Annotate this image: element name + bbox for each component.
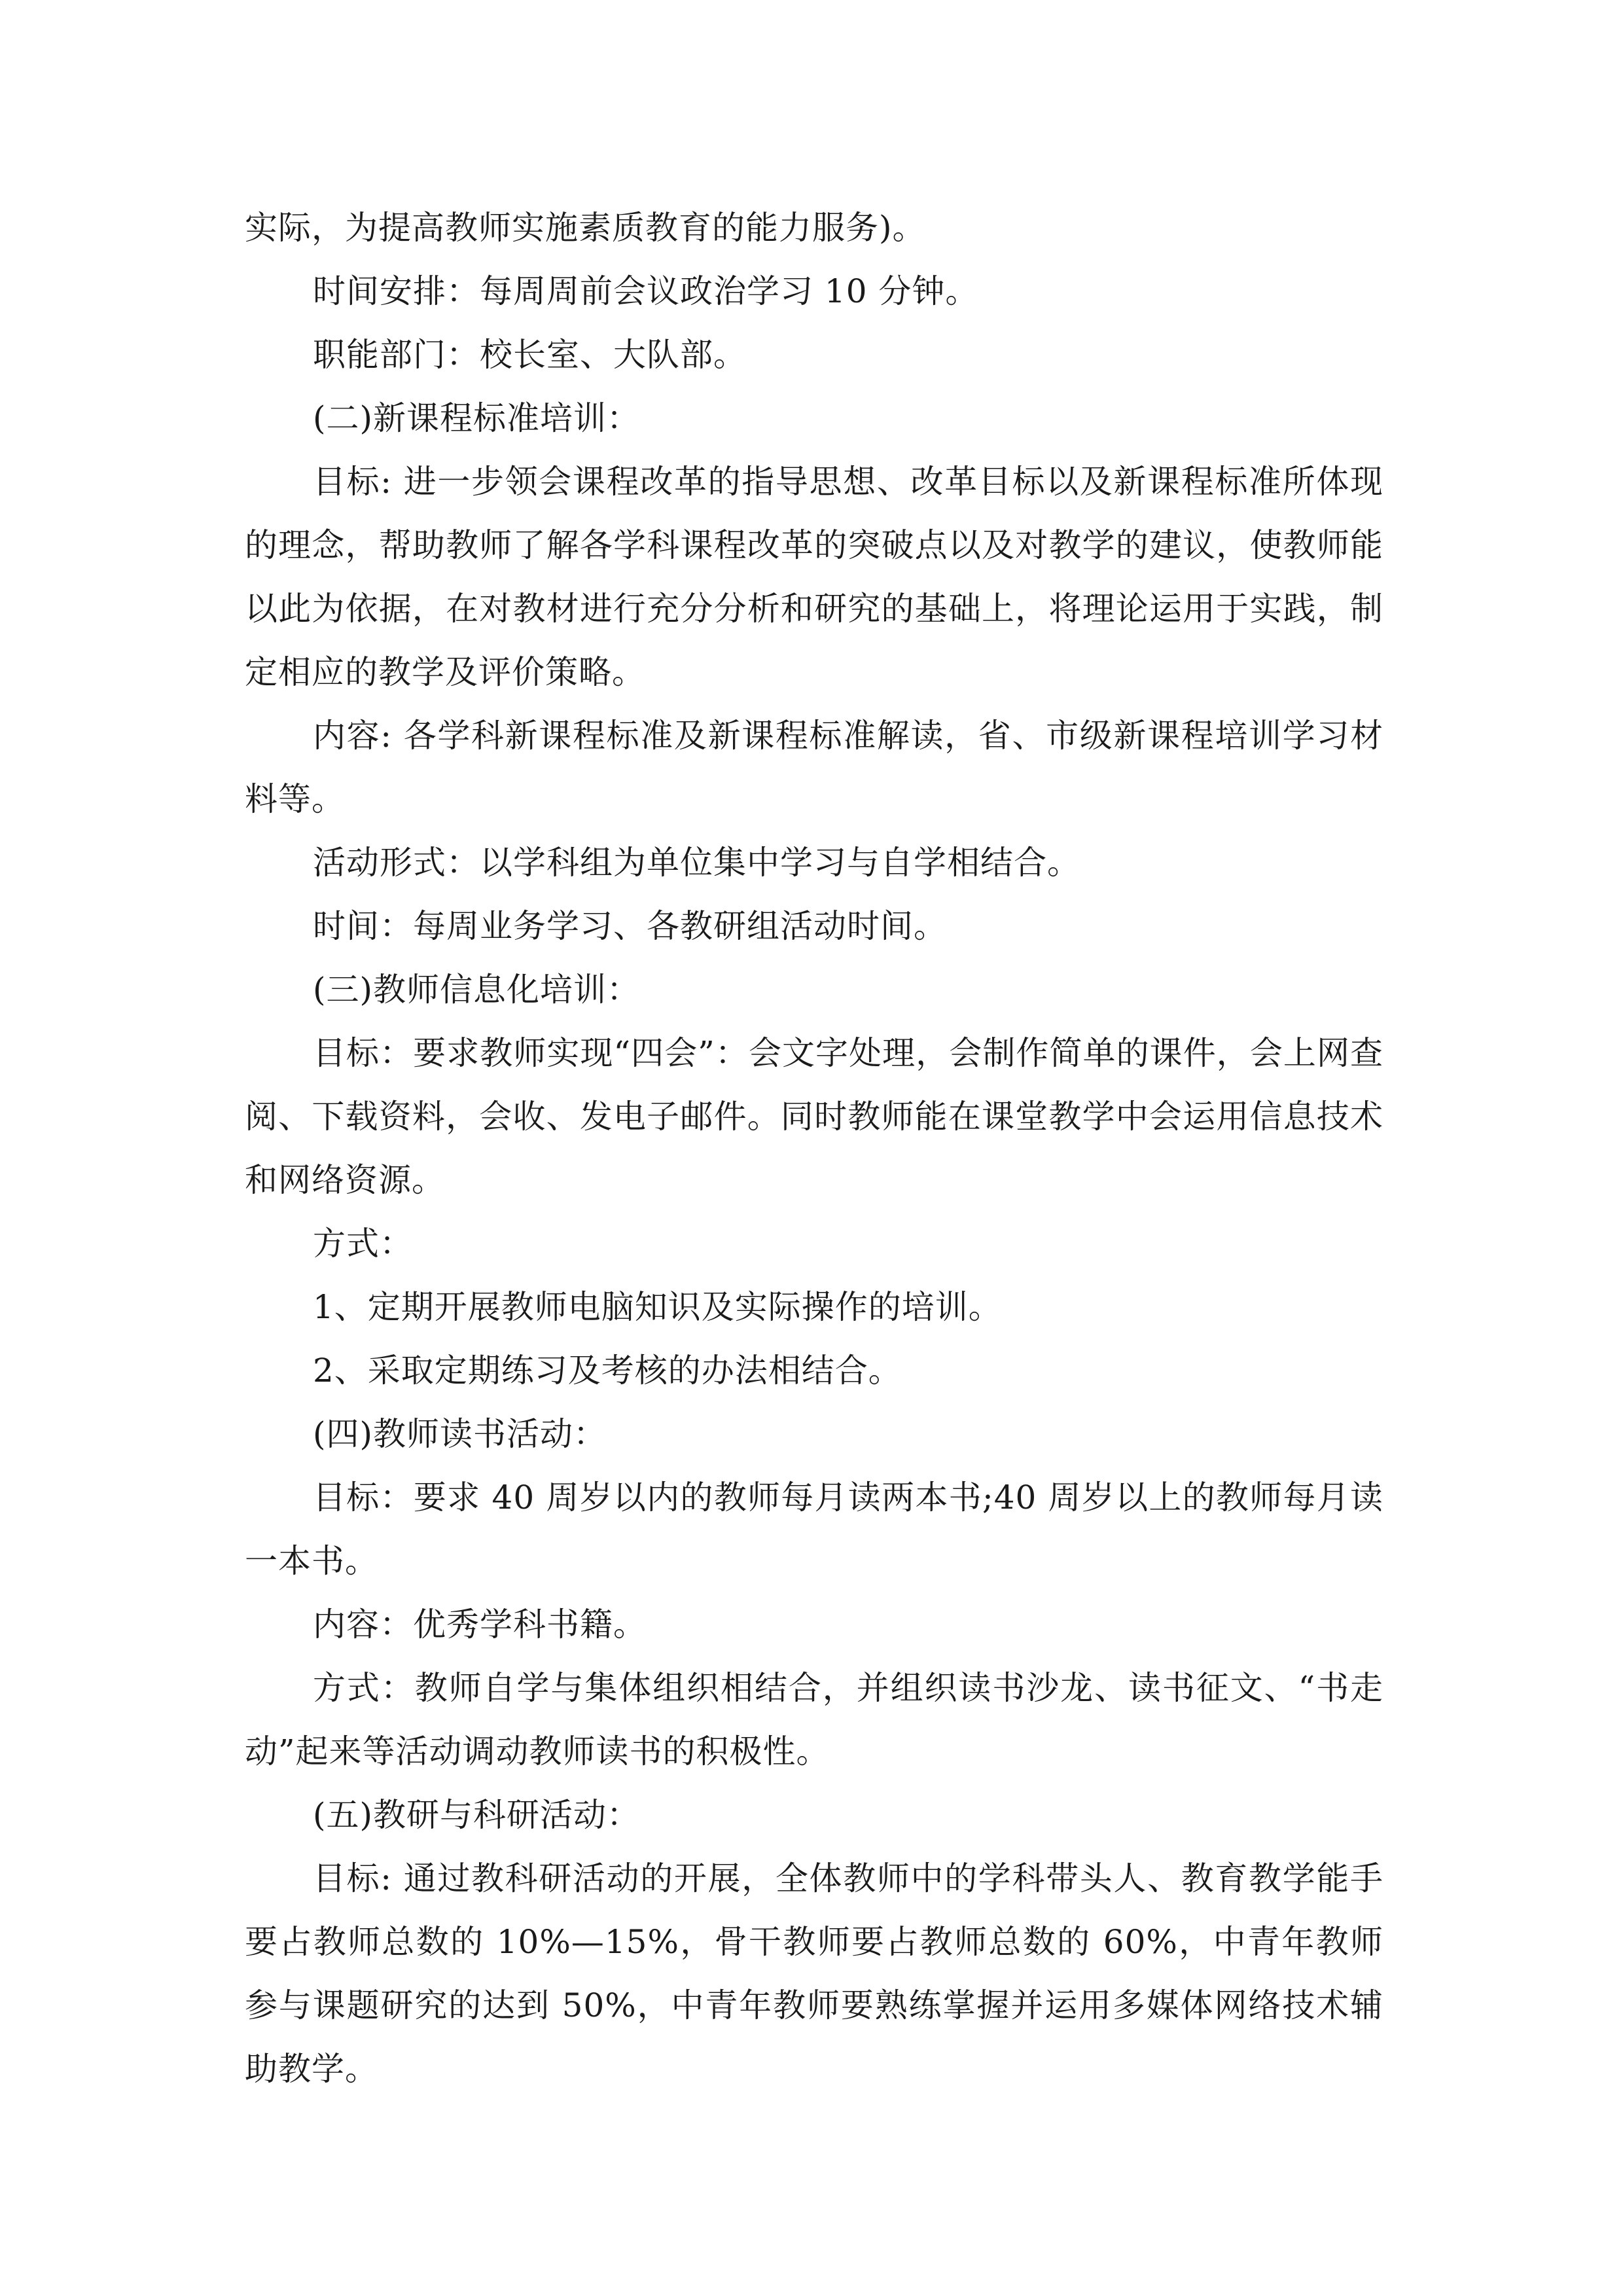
section-heading-5: (五)教研与科研活动： (313, 1796, 641, 1834)
section-heading-3: (三)教师信息化培训： (313, 971, 641, 1009)
paragraph-method-3: 方式： (313, 1225, 413, 1263)
paragraph-goal-2: 目标: 进一步领会课程改革的指导思想、改革目标以及新课程标准所体现的理念，帮助教师了解各学科课程改革的突破点以及对教学的建议，使教师能以此为依据，在对教材进行充分分析和研究的基础上，将理论运用于实践，制定相应的教学及评价策略。 (245, 463, 1383, 691)
list-item-1: 1、定期开展教师电脑知识及实际操作的培训。 (313, 1288, 1002, 1326)
paragraph-time-arrangement: 时间安排：每周周前会议政治学习 10 分钟。 (313, 272, 979, 310)
paragraph-content-2: 内容: 各学科新课程标准及新课程标准解读，省、市级新课程培训学习材料等。 (245, 717, 1383, 818)
section-heading-2: (二)新课程标准培训： (313, 399, 641, 437)
paragraph-departments: 职能部门：校长室、大队部。 (313, 336, 747, 374)
section-heading-4: (四)教师读书活动： (313, 1415, 607, 1453)
paragraph-time-2: 时间：每周业务学习、各教研组活动时间。 (313, 907, 947, 945)
paragraph-method-4: 方式：教师自学与集体组织相结合，并组织读书沙龙、读书征文、“书走动”起来等活动调动教师读书的积极性。 (245, 1669, 1383, 1770)
list-item-2: 2、采取定期练习及考核的办法相结合。 (313, 1352, 902, 1390)
paragraph-continuation: 实际，为提高教师实施素质教育的能力服务)。 (245, 209, 926, 247)
paragraph-content-4: 内容：优秀学科书籍。 (313, 1605, 647, 1643)
paragraph-goal-3: 目标：要求教师实现“四会”：会文字处理，会制作简单的课件，会上网查阅、下载资料，会收、发电子邮件。同时教师能在课堂教学中会运用信息技术和网络资源。 (245, 1034, 1383, 1199)
paragraph-goal-4: 目标：要求 40 周岁以内的教师每月读两本书;40 周岁以上的教师每月读一本书。 (245, 1479, 1383, 1580)
document-body (245, 196, 1383, 2101)
paragraph-goal-5: 目标: 通过教科研活动的开展，全体教师中的学科带头人、教育教学能手要占教师总数的 10%—15%，骨干教师要占教师总数的 60%，中青年教师参与课题研究的达到 50%，中青年教师要熟练掌握并运用多媒体网络技术辅助教学。 (245, 1859, 1383, 2088)
paragraph-activity-form-2: 活动形式：以学科组为单位集中学习与自学相结合。 (313, 844, 1080, 882)
